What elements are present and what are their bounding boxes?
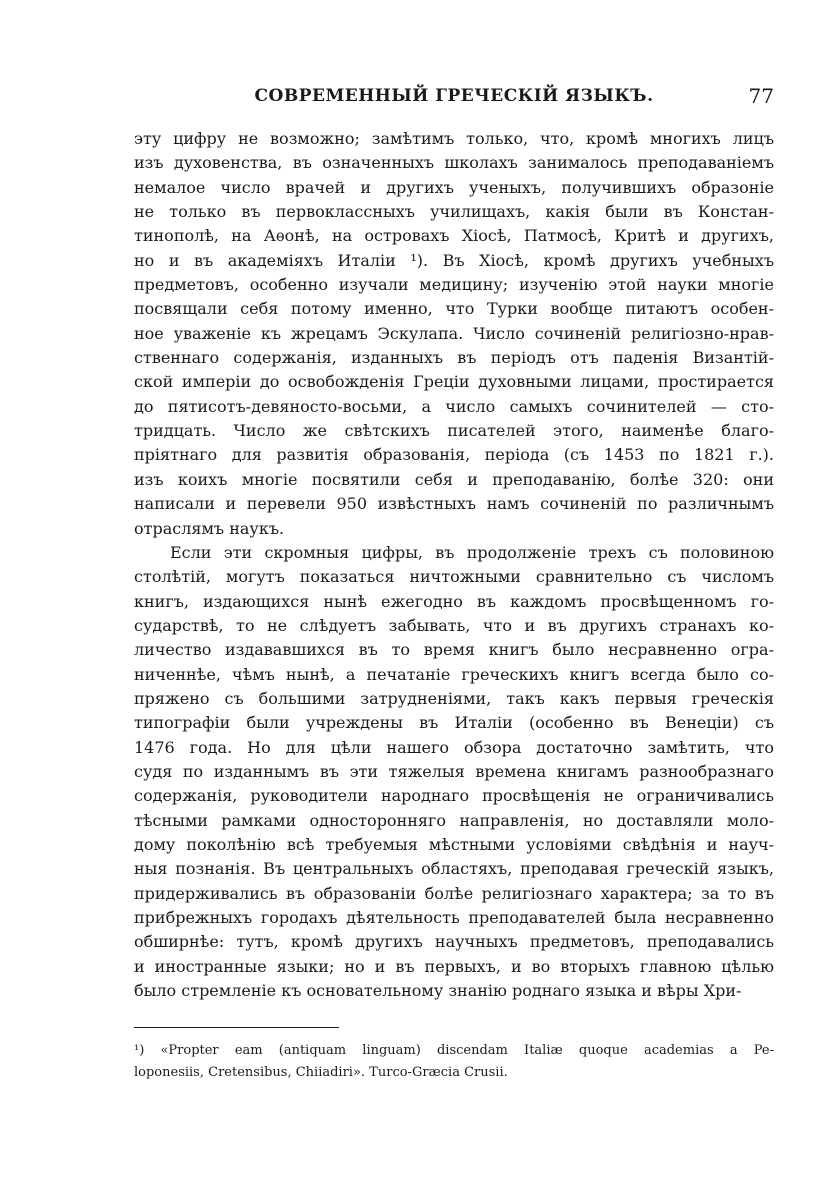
text-line: дому поколѣнію всѣ требуемыя мѣстными условіями свѣдѣнія и науч- — [134, 834, 774, 854]
text-line: прибрежныхъ городахъ дѣятельность преподавателей была несравненно — [134, 908, 774, 927]
footnote-rule — [134, 1027, 339, 1028]
text-line: и иностранные языки; но и въ первыхъ, и во вторыхъ главною цѣлью — [134, 956, 774, 976]
text-line: написали и перевели 950 извѣстныхъ намъ сочиненій по различнымъ — [134, 494, 774, 514]
text-line: посвящали себя потому именно, что Турки вообще питаютъ особен- — [134, 299, 774, 319]
text-line: сударствѣ, то не слѣдуетъ забывать, что и въ другихъ странахъ ко- — [134, 615, 774, 635]
text-line: но и въ академіяхъ Италіи ¹). Въ Хіосѣ, кромѣ другихъ учебныхъ — [134, 250, 774, 270]
text-line: не только въ первоклассныхъ училищахъ, какія были въ Констан- — [134, 202, 774, 222]
text-line: немалое число врачей и другихъ ученыхъ, получившихъ образоніе — [134, 177, 774, 197]
text-line: книгъ, издающихся нынѣ ежегодно въ каждомъ просвѣщенномъ го- — [134, 591, 774, 611]
text-line: ниченнѣе, чѣмъ нынѣ, а печатаніе греческихъ книгъ всегда было со- — [134, 664, 774, 684]
text-line: тинополѣ, на Аѳонѣ, на островахъ Хіосѣ, Патмосѣ, Критѣ и другихъ, — [134, 226, 774, 246]
text-line: придерживались въ образованіи болѣе религіознаго характера; за то въ — [134, 883, 774, 903]
text-line: ныя познанія. Въ центральныхъ областяхъ, преподавая греческій языкъ, — [134, 859, 774, 879]
text-line: ской имперіи до освобожденія Греціи духовными лицами, простирается — [134, 372, 774, 392]
text-line: изъ коихъ многіе посвятили себя и преподаванію, болѣе 320: они — [134, 469, 774, 489]
text-line: типографіи были учреждены въ Италіи (особенно въ Венеціи) съ — [134, 713, 774, 733]
text-line: тѣсными рамками односторонняго направленія, но доставляли моло- — [134, 810, 774, 830]
text-line: пріятнаго для развитія образованія, періода (съ 1453 по 1821 г.). — [134, 445, 774, 465]
page-header — [134, 84, 774, 112]
text-line: предметовъ, особенно изучали медицину; изученію этой науки многіе — [134, 275, 774, 295]
body-text — [134, 127, 774, 1003]
page-number: 77 — [748, 84, 774, 108]
text-line: Если эти скромныя цифры, въ продолженіе трехъ съ половиною — [170, 542, 774, 562]
text-line: обширнѣе: тутъ, кромѣ другихъ научныхъ предметовъ, преподавались — [134, 932, 774, 952]
text-line: ное уваженіе къ жрецамъ Эскулапа. Число сочиненій религіозно-нрав- — [134, 323, 774, 343]
text-line: изъ духовенства, въ означенныхъ школахъ занималось преподаваніемъ — [134, 153, 774, 173]
text-line: 1476 года. Но для цѣли нашего обзора достаточно замѣтить, что — [134, 737, 774, 757]
text-line: до пятисотъ-девяносто-восьми, а число самыхъ сочинителей — сто- — [134, 396, 774, 416]
footnote-line: ¹) «Propter eam (antiquam linguam) discendam Italiæ quoque academias a Pe- — [134, 1043, 774, 1058]
text-line: ственнаго содержанія, изданныхъ въ періодъ отъ паденія Византій- — [134, 348, 774, 368]
footnote — [134, 1040, 774, 1084]
text-line: отраслямъ наукъ. — [134, 518, 285, 538]
footnote-line: loponesiis, Cretensibus, Chiiadiri». Turco-Græcia Crusii. — [134, 1065, 508, 1080]
text-line: было стремленіе къ основательному знанію роднаго языка и вѣры Хри- — [134, 981, 742, 1001]
text-line: содержанія, руководители народнаго просвѣщенія не ограничивались — [134, 786, 774, 806]
text-line: столѣтій, могутъ показаться ничтожными сравнительно съ числомъ — [134, 567, 774, 587]
running-title: СОВРЕМЕННЫЙ ГРЕЧЕСКІЙ ЯЗЫКЪ. — [254, 86, 654, 106]
text-line: эту цифру не возможно; замѣтимъ только, что, кромѣ многихъ лицъ — [134, 129, 774, 148]
text-line: личество издававшихся въ то время книгъ было несравненно огра- — [134, 640, 774, 660]
text-line: тридцать. Число же свѣтскихъ писателей этого, наименѣе благо- — [134, 421, 774, 441]
text-line: судя по изданнымъ въ эти тяжелыя времена книгамъ разнообразнаго — [134, 761, 774, 781]
text-line: пряжено съ большими затрудненіями, такъ какъ первыя греческія — [134, 688, 774, 708]
